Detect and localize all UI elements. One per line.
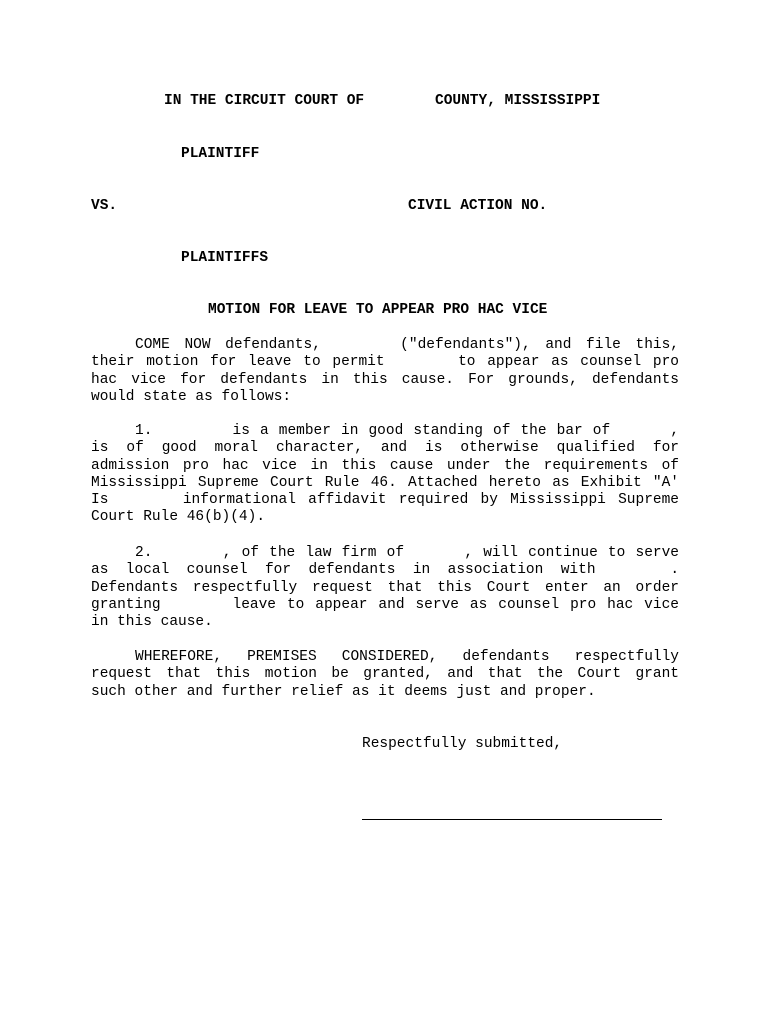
court-heading-prefix: IN THE CIRCUIT COURT OF: [164, 93, 365, 109]
plaintiff-label: PLAINTIFF: [181, 146, 260, 162]
para1-line-2: is of good moral character, and is otherwise qualified for: [91, 440, 679, 457]
intro-line-4: would state as follows:: [91, 388, 292, 405]
court-heading-suffix: COUNTY, MISSISSIPPI: [435, 93, 601, 109]
intro-paragraph: [91, 337, 679, 406]
signature-line: [362, 819, 662, 820]
closing-text: Respectfully submitted,: [362, 736, 563, 752]
para1-line-6: Court Rule 46(b)(4).: [91, 509, 266, 526]
paragraph-2: [91, 545, 679, 631]
para1-line-5b: informational affidavit required by Mississippi Supreme: [182, 492, 679, 509]
para2-line-4b: leave to appear and serve as counsel pro hac vice: [232, 596, 679, 613]
para1-line-5a: Is: [91, 492, 109, 509]
para1-number: 1.: [135, 423, 153, 439]
para2-number: 2.: [135, 545, 153, 561]
para1-line-3: admission pro hac vice in this cause under the requirements of: [91, 457, 679, 474]
para1-line-1b: ,: [670, 423, 680, 439]
plaintiffs-label: PLAINTIFFS: [181, 250, 269, 266]
intro-line-2b: to appear as counsel pro: [458, 354, 680, 371]
para2-line-1b: , will continue to serve: [464, 545, 679, 561]
para2-line-1a: , of the law firm of: [222, 545, 405, 561]
wherefore-paragraph: [91, 649, 679, 701]
para1-line-1a: is a member in good standing of the bar of: [232, 423, 611, 439]
para2-line-3: Defendants respectfully request that this Court enter an order: [91, 579, 679, 596]
para1-line-4: Mississippi Supreme Court Rule 46. Attached hereto as Exhibit "A': [91, 474, 679, 491]
para2-line-2b: .: [670, 562, 680, 579]
civil-action-label: CIVIL ACTION NO.: [408, 198, 548, 214]
motion-title: MOTION FOR LEAVE TO APPEAR PRO HAC VICE: [208, 302, 548, 318]
intro-line-2a: their motion for leave to permit: [91, 354, 385, 371]
versus-label: VS.: [91, 198, 118, 214]
wherefore-line-1: WHEREFORE, PREMISES CONSIDERED, defendants respectfully: [135, 649, 679, 665]
wherefore-line-2: request that this motion be granted, and that the Court grant: [91, 666, 679, 683]
intro-line-1b: ("defendants"), and file this,: [400, 337, 680, 353]
para2-line-4a: granting: [91, 596, 161, 613]
para2-line-5: in this cause.: [91, 614, 213, 631]
paragraph-1: [91, 423, 679, 527]
para2-line-2a: as local counsel for defendants in association with: [91, 562, 596, 579]
intro-line-1a: COME NOW defendants,: [135, 337, 321, 353]
wherefore-line-3: such other and further relief as it deems just and proper.: [91, 683, 596, 700]
intro-line-3: hac vice for defendants in this cause. For grounds, defendants: [91, 371, 679, 388]
